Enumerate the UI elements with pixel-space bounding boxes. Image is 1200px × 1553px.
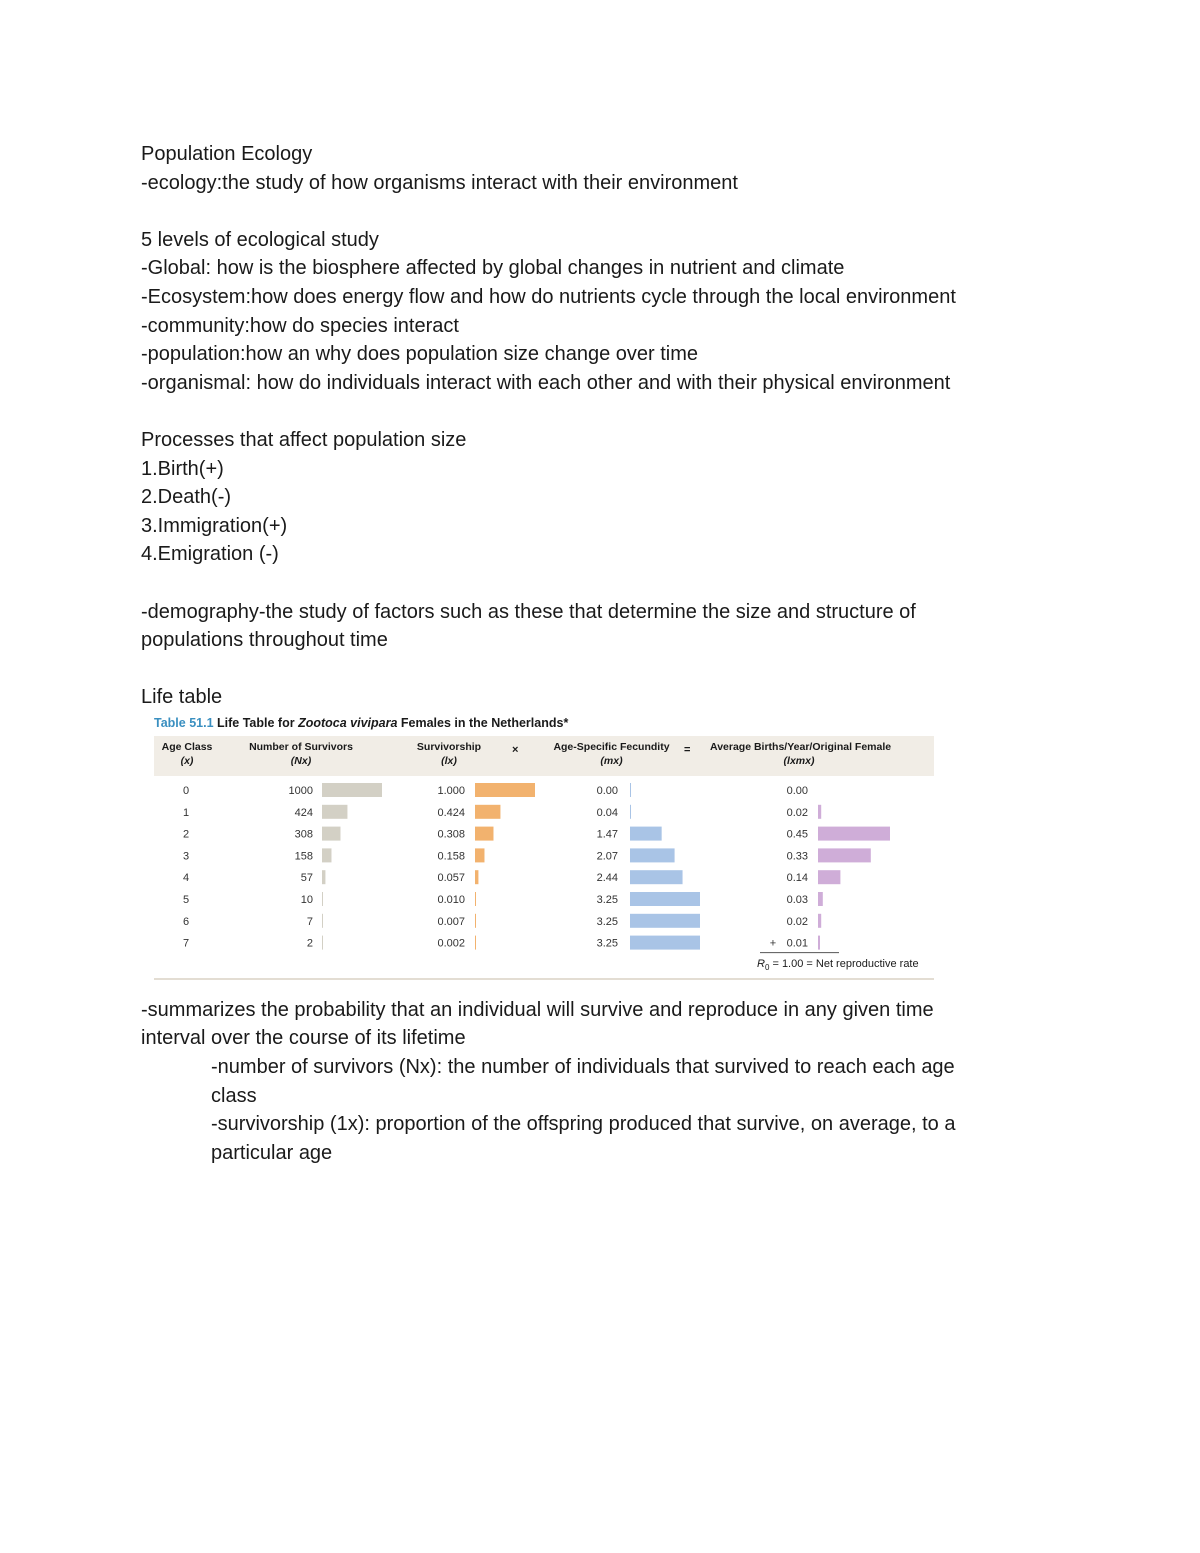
survivorship-value: 0.308 xyxy=(437,828,465,841)
fecundity-value: 0.00 xyxy=(596,784,618,797)
header-fecundity-name: Age-Specific Fecundity xyxy=(553,740,670,753)
age-class-cell: 0 xyxy=(182,784,190,797)
table-header xyxy=(154,736,934,776)
summary-line-2: interval over the course of its lifetime xyxy=(141,1027,466,1050)
survivors-value: 158 xyxy=(294,850,313,863)
sum-plus-sign: + xyxy=(769,937,777,950)
life-table-body xyxy=(154,776,934,966)
spacer xyxy=(141,197,1041,226)
processes-heading: Processes that affect population size xyxy=(141,428,467,451)
table-bottom-rule xyxy=(154,978,934,980)
fecundity-value: 3.25 xyxy=(596,915,618,928)
survivors-definition-line-2: class xyxy=(211,1084,257,1107)
survivors-value: 424 xyxy=(294,806,313,819)
survivorship-value: 0.158 xyxy=(437,850,465,863)
times-operator: × xyxy=(512,743,519,756)
survivorship-definition-line-2: particular age xyxy=(211,1141,333,1164)
births-bar xyxy=(818,848,871,862)
births-bar xyxy=(818,935,820,949)
level-ecosystem: -Ecosystem:how does energy flow and how do nutrients cycle through the local environment xyxy=(141,285,956,308)
header-fecundity xyxy=(549,740,674,768)
r0-subscript: 0 xyxy=(764,963,770,973)
age-class-cell: 3 xyxy=(182,850,190,863)
title-pre: Life Table for xyxy=(217,715,295,730)
survivorship-definition-line-1: -survivorship (1x): proportion of the offspring produced that survive, on average, to a xyxy=(211,1113,956,1136)
ecology-definition: -ecology:the study of how organisms interact with their environment xyxy=(141,171,738,194)
header-age-class-symbol: (x) xyxy=(180,754,194,767)
level-global: -Global: how is the biosphere affected by global changes in nutrient and climate xyxy=(141,257,845,280)
survivors-value: 10 xyxy=(300,893,313,906)
header-survivorship-symbol: (lx) xyxy=(441,754,457,767)
header-survivorship xyxy=(409,740,489,768)
document-body xyxy=(141,140,1041,1167)
process-birth: 1.Birth(+) xyxy=(141,457,224,480)
process-immigration: 3.Immigration(+) xyxy=(141,514,288,537)
survivorship-bar xyxy=(475,914,476,928)
equals-operator: = xyxy=(684,743,691,756)
spacer xyxy=(141,397,1041,426)
survivors-value: 2 xyxy=(306,937,313,950)
age-class-cell: 4 xyxy=(182,872,190,885)
fecundity-value: 1.47 xyxy=(596,828,618,841)
births-value: 0.02 xyxy=(786,915,808,928)
fecundity-bar xyxy=(630,848,675,862)
age-class-cell: 6 xyxy=(182,915,190,928)
spacer xyxy=(141,569,1041,598)
survivorship-value: 0.057 xyxy=(437,872,465,885)
fecundity-value: 3.25 xyxy=(596,937,618,950)
survivorship-value: 0.007 xyxy=(437,915,465,928)
process-death: 2.Death(-) xyxy=(141,486,232,509)
level-organismal: -organismal: how do individuals interact with each other and with their physical environment xyxy=(141,371,951,394)
levels-heading: 5 levels of ecological study xyxy=(141,228,379,251)
survivors-bar xyxy=(322,783,382,797)
fecundity-bar xyxy=(630,783,631,797)
header-survivorship-name: Survivorship xyxy=(416,740,482,753)
header-survivors-symbol: (Nx) xyxy=(290,754,312,767)
survivors-bar xyxy=(322,805,347,819)
births-value: 0.33 xyxy=(786,850,808,863)
spacer xyxy=(141,655,1041,684)
births-bar xyxy=(818,805,821,819)
title-species: Zootoca vivipara xyxy=(298,715,398,730)
births-value: 0.02 xyxy=(786,806,808,819)
age-class-cell: 1 xyxy=(182,806,190,819)
header-age-class-name: Age Class xyxy=(161,740,213,753)
r0-text: = 1.00 = Net reproductive rate xyxy=(769,957,919,970)
survivors-value: 57 xyxy=(300,872,313,885)
header-age-class xyxy=(156,740,218,768)
header-births-name: Average Births/Year/Original Female xyxy=(710,740,892,753)
survivorship-value: 1.000 xyxy=(437,784,465,797)
fecundity-bar xyxy=(630,892,700,906)
births-bar xyxy=(818,914,821,928)
births-value: 0.45 xyxy=(786,828,808,841)
header-survivors xyxy=(246,740,356,768)
net-reproductive-rate xyxy=(757,958,919,972)
fecundity-bar xyxy=(630,914,700,928)
fecundity-value: 3.25 xyxy=(596,893,618,906)
demography-definition-line-1: -demography-the study of factors such as these that determine the size and structure of xyxy=(141,600,916,623)
survivorship-bar xyxy=(475,848,484,862)
survivors-bar xyxy=(322,848,331,862)
fecundity-value: 0.04 xyxy=(596,806,618,819)
fecundity-value: 2.07 xyxy=(596,850,618,863)
fecundity-bar xyxy=(630,805,631,819)
page-title: Population Ecology xyxy=(141,143,313,165)
survivorship-value: 0.010 xyxy=(437,893,465,906)
survivorship-value: 0.002 xyxy=(437,937,465,950)
births-value: 0.03 xyxy=(786,893,808,906)
survivors-value: 1000 xyxy=(288,784,313,797)
age-class-cell: 5 xyxy=(182,893,190,906)
fecundity-value: 2.44 xyxy=(596,872,618,885)
births-value: 0.14 xyxy=(786,872,808,885)
age-class-cell: 7 xyxy=(182,937,190,950)
survivorship-bar xyxy=(475,805,500,819)
life-table-heading: Life table xyxy=(141,686,223,709)
header-births-symbol: (lxmx) xyxy=(783,754,815,767)
fecundity-bar xyxy=(630,935,700,949)
fecundity-bar xyxy=(630,826,662,840)
figure-title xyxy=(154,716,568,730)
header-births xyxy=(710,740,892,768)
survivors-bar xyxy=(322,914,323,928)
process-emigration: 4.Emigration (-) xyxy=(141,543,279,566)
header-survivors-name: Number of Survivors xyxy=(249,740,353,753)
survivorship-bar xyxy=(475,783,535,797)
fecundity-bar xyxy=(630,870,683,884)
header-fecundity-symbol: (mx) xyxy=(600,754,623,767)
demography-definition-line-2: populations throughout time xyxy=(141,629,388,652)
r0-symbol: R xyxy=(757,957,765,970)
births-value: 0.00 xyxy=(786,784,808,797)
survivors-bar xyxy=(322,870,325,884)
births-bar xyxy=(818,826,890,840)
summary-line-1: -summarizes the probability that an individual will survive and reproduce in any given time xyxy=(141,998,934,1021)
survivorship-bar xyxy=(475,870,478,884)
table-number: Table 51.1 xyxy=(154,715,214,730)
survivors-bar xyxy=(322,826,340,840)
survivorship-bar xyxy=(475,826,493,840)
level-population: -population:how an why does population size change over time xyxy=(141,343,699,366)
life-table-figure xyxy=(154,716,944,984)
births-value: 0.01 xyxy=(786,937,808,950)
level-community: -community:how do species interact xyxy=(141,314,459,337)
survivorship-bar xyxy=(475,892,476,906)
survivorship-bar xyxy=(475,935,476,949)
age-class-cell: 2 xyxy=(182,828,190,841)
title-post: Females in the Netherlands* xyxy=(400,715,569,730)
births-bar xyxy=(818,892,823,906)
survivors-definition-line-1: -number of survivors (Nx): the number of individuals that survived to reach each age xyxy=(211,1056,955,1079)
survivors-value: 7 xyxy=(306,915,313,928)
survivors-value: 308 xyxy=(294,828,313,841)
survivors-bar xyxy=(322,935,323,949)
survivors-bar xyxy=(322,892,323,906)
births-bar xyxy=(818,870,840,884)
survivorship-value: 0.424 xyxy=(437,806,465,819)
